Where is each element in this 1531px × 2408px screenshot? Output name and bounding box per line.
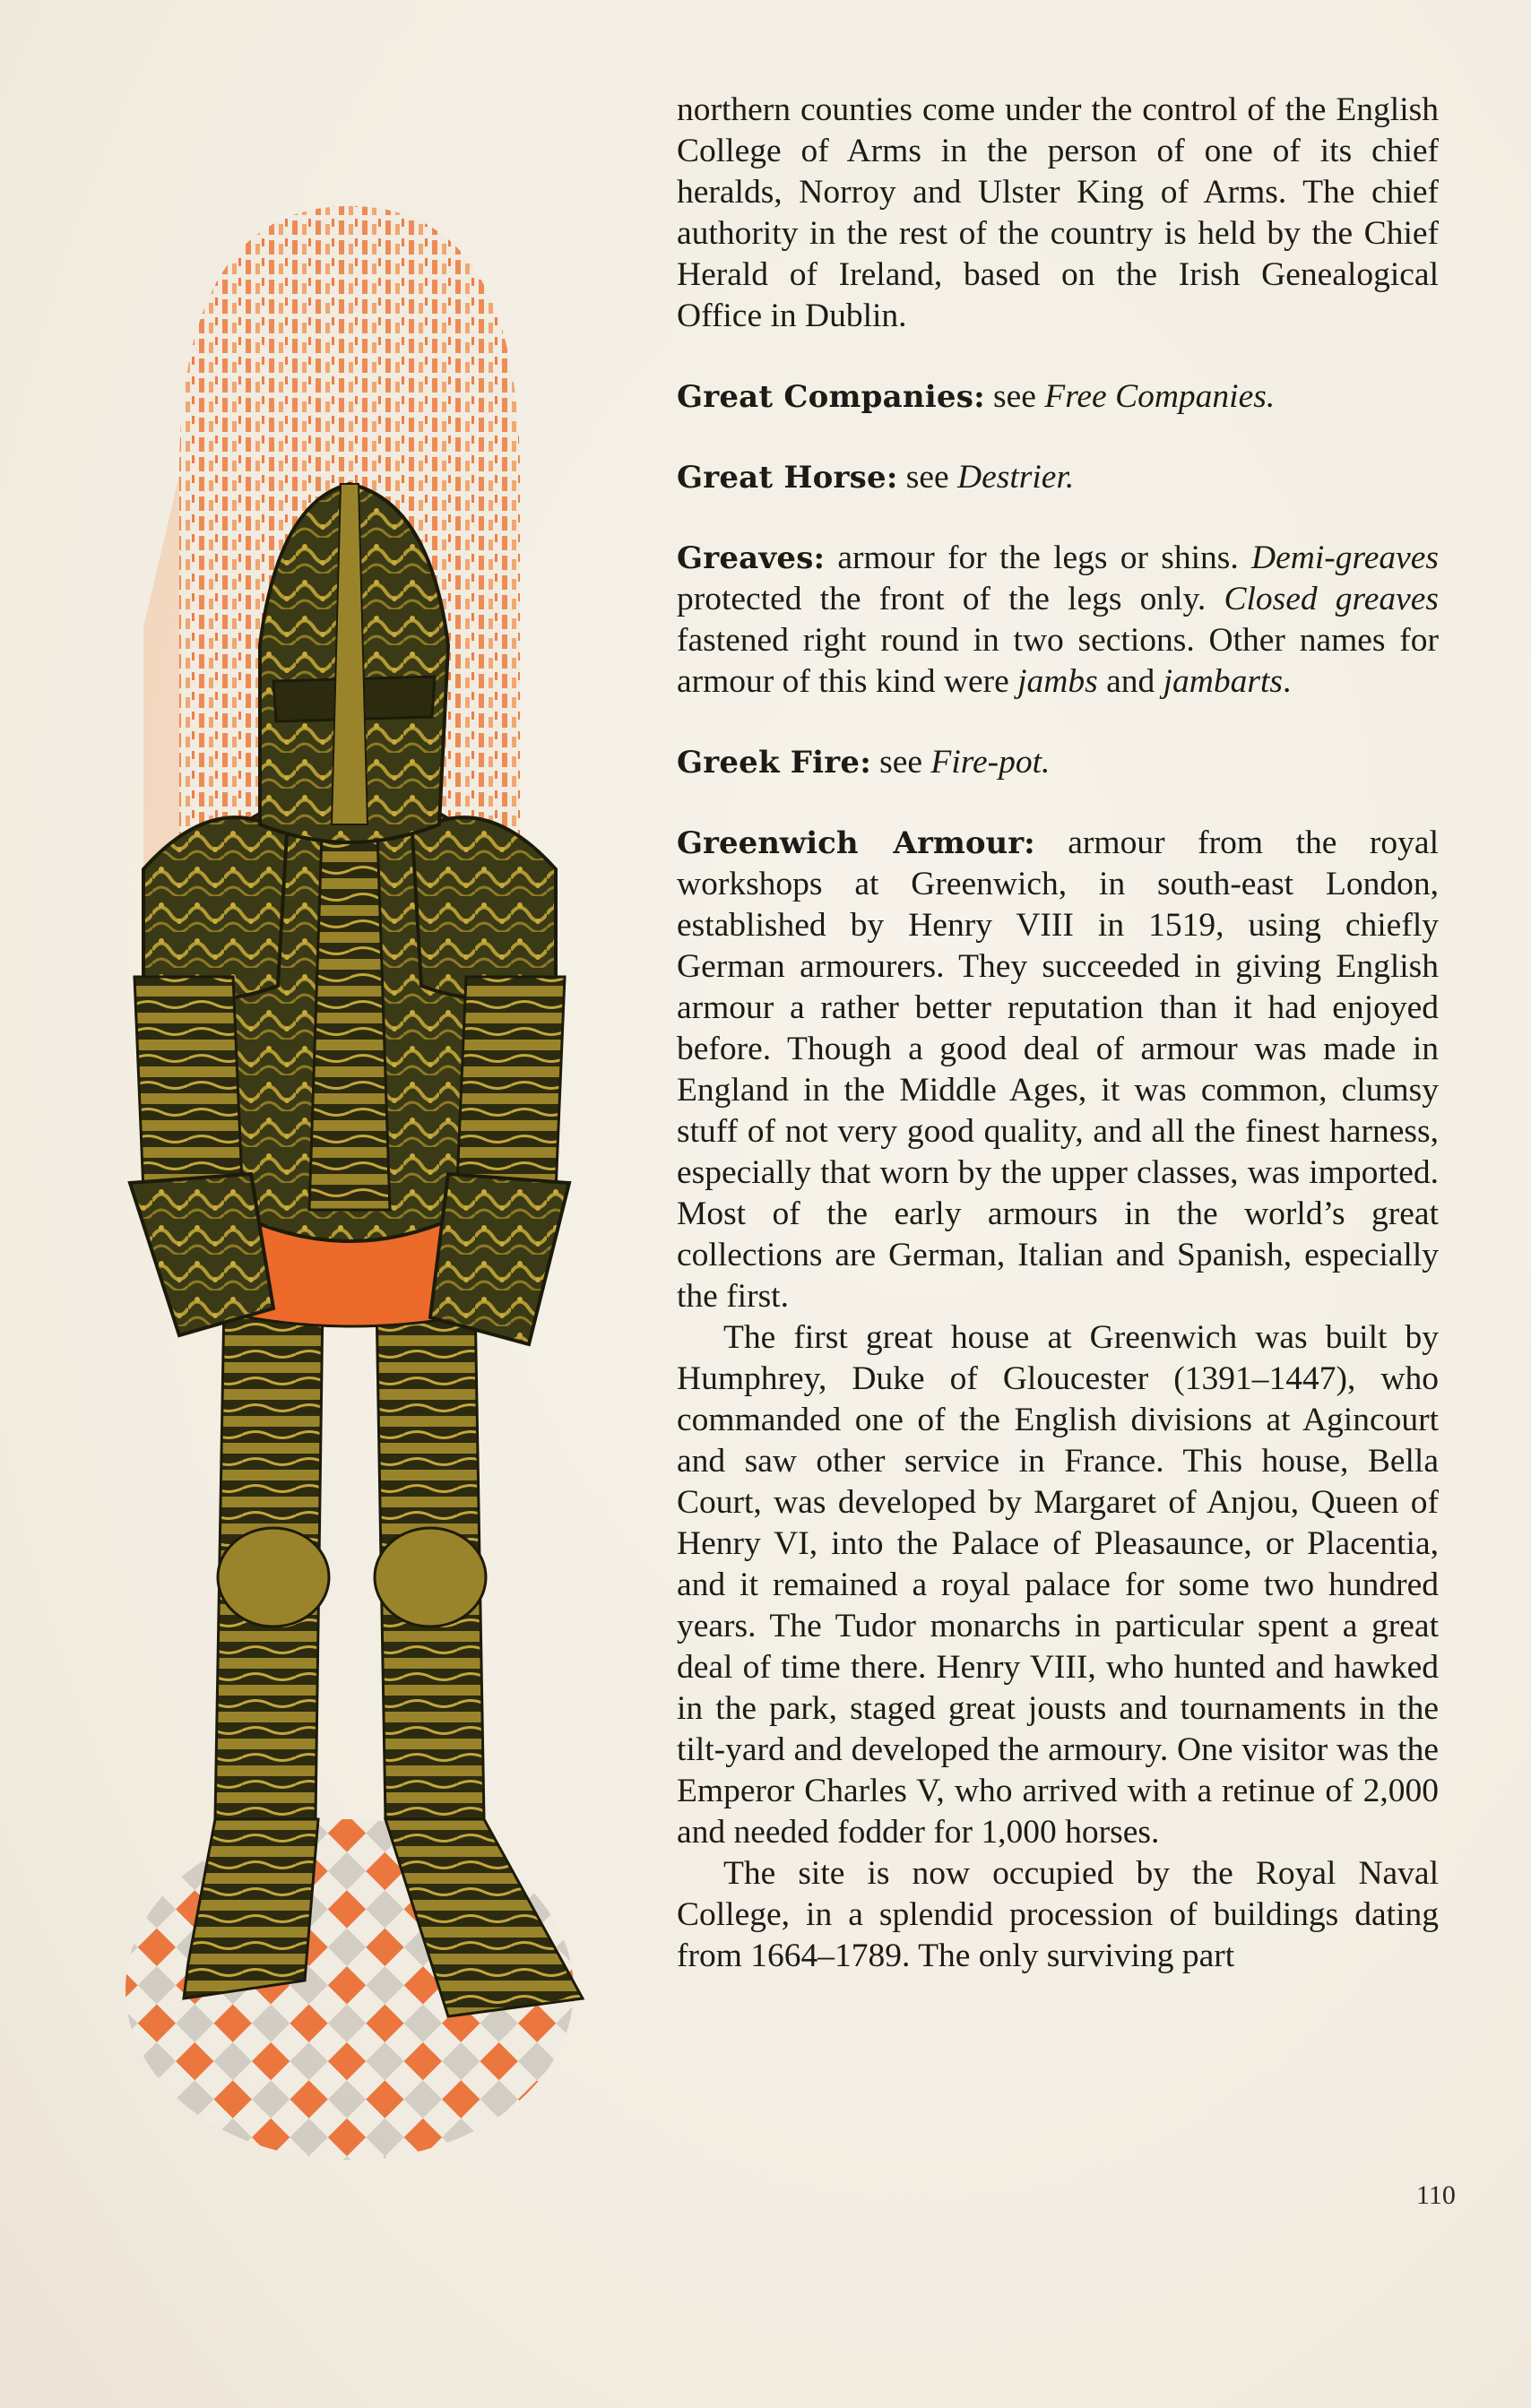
greenwich-paragraph-2 [677, 1317, 1439, 1853]
page-number: 110 [1416, 2180, 1456, 2210]
greaves-text-4: and [1097, 663, 1163, 700]
greenwich-paragraph-3 [677, 1853, 1439, 1977]
entry-great-companies [677, 376, 1439, 418]
greenwich-paragraph-2-text: The first great house at Greenwich was built by Humphrey, Duke of Gloucester (1391–1447), who commanded one of the English divisions at Agincourt and saw other service in France. This house, Bella Court, was developed by Margaret of Anjou, Queen of Henry VI, into the Palace of Pleasaunce, or Placentia, and it remained a royal palace for some two hundred years. The Tudor monarchs in particular spent a great deal of time there. Henry VIII, who hunted and hawked in the park, staged great jousts and tournaments in the tilt-yard and developed the armoury. One visitor was the Emperor Charles V, who arrived with a retinue of 2,000 and needed fodder for 1,000 horses. [677, 1319, 1439, 1851]
greenwich-paragraph-1: armour from the royal workshops at Greenwich, in south-east London, established by Henry VIII in 1519, using chiefly German armourers. They succeeded in giving English armour a rather better reputation than it had enjoyed before. Though a good deal of armour was made in England in the Middle Ages, it was common, clumsy stuff of not very good quality, and all the finest harness, especially that worn by the upper classes, was imported. Most of the early armours in the world’s great collections are German, Italian and Spanish, especially the first. [677, 824, 1439, 1315]
article-text [677, 90, 1439, 1977]
entry-term: Great Horse [677, 460, 887, 496]
greaves-text-2: protected the front of the legs only. [677, 581, 1224, 617]
entry-greenwich-armour [677, 823, 1439, 1317]
greaves-text-5: . [1282, 663, 1292, 700]
entry-colon: : [1024, 825, 1035, 861]
entry-term: Greek Fire [677, 745, 861, 781]
entry-reference: Free Companies. [1044, 378, 1276, 415]
greaves-italic-4: jambarts [1163, 663, 1283, 700]
entry-lead: see [984, 378, 1045, 415]
entry-greaves [677, 538, 1439, 703]
entry-lead: see [897, 459, 958, 496]
entry-reference: Destrier. [957, 459, 1075, 496]
greaves-italic-3: jambs [1017, 663, 1098, 700]
entry-term: Greaves [677, 540, 814, 576]
greenwich-paragraph-3-text: The site is now occupied by the Royal Naval College, in a splendid procession of buildings dating from 1664–1789. The only surviving part [677, 1855, 1439, 1974]
greaves-italic-2: Closed greaves [1224, 581, 1439, 617]
greaves-text-3: fastened right round in two sections. Other names for armour of this kind were [677, 622, 1439, 700]
greaves-italic-1: Demi-greaves [1251, 539, 1439, 576]
entry-colon: : [813, 540, 826, 576]
intro-paragraph [677, 90, 1439, 337]
entry-colon: : [886, 460, 898, 496]
entry-greek-fire [677, 742, 1439, 783]
entry-colon: : [860, 745, 871, 781]
greaves-text-1: armour for the legs or shins. [825, 539, 1252, 576]
intro-text: northern counties come under the control of the English College of Arms in the person of one of its chief heralds, Norroy and Ulster King of Arms. The chief authority in the rest of the country is held by the Chief Herald of Ireland, based on the Irish Genealogical Office in Dublin. [677, 91, 1439, 334]
entry-colon: : [973, 379, 985, 415]
entry-term: Greenwich Armour [677, 825, 1025, 861]
armour-illustration [81, 179, 618, 2169]
entry-term: Great Companies [677, 379, 974, 415]
entry-great-horse [677, 457, 1439, 498]
entry-lead: see [870, 744, 931, 781]
entry-reference: Fire-pot. [930, 744, 1051, 781]
